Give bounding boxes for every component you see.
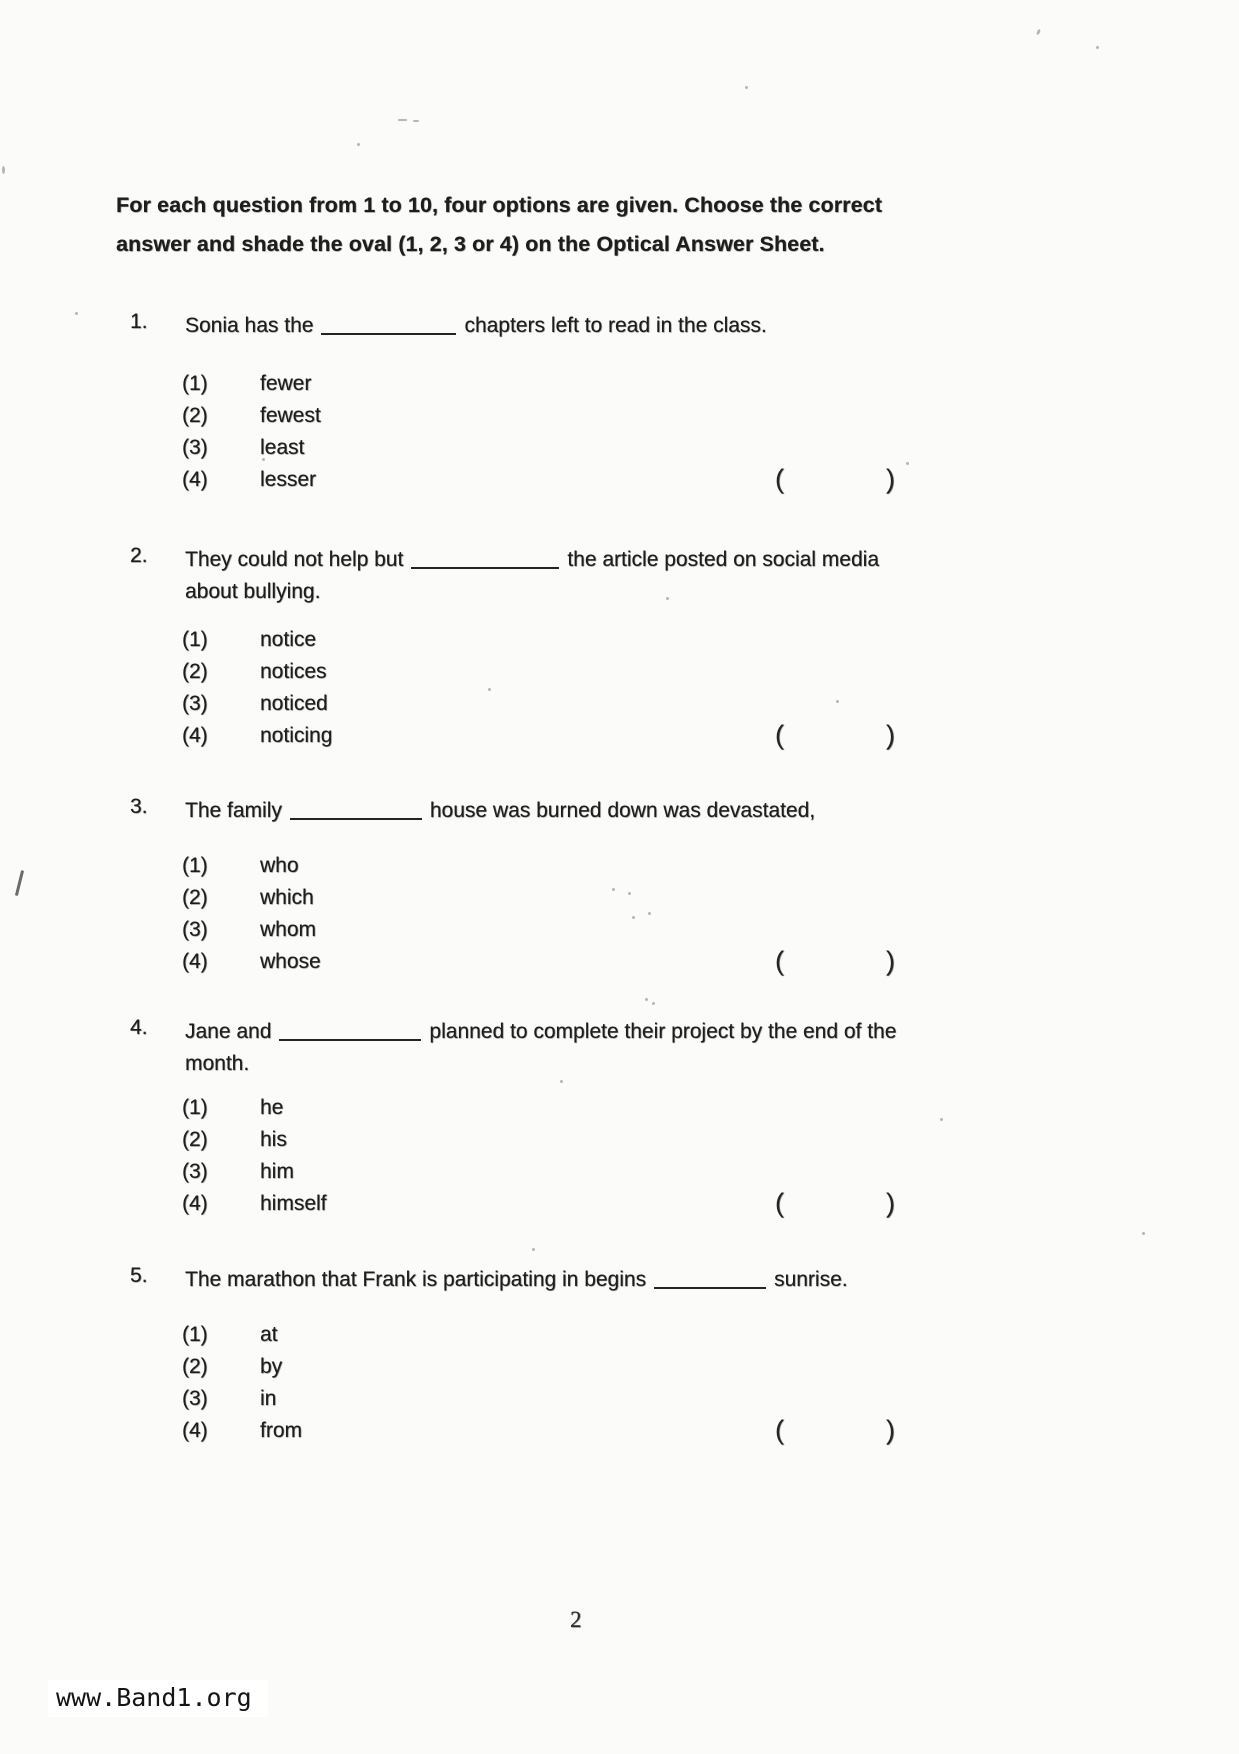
option-label: (1) bbox=[182, 1096, 208, 1119]
question-number: 1. bbox=[130, 310, 148, 333]
watermark: www.Band1.org bbox=[48, 1680, 268, 1717]
option-label: (4) bbox=[182, 468, 208, 491]
option-text: by bbox=[260, 1355, 283, 1378]
option-text: notices bbox=[260, 660, 327, 683]
option-label: (4) bbox=[182, 950, 208, 973]
option-text: himself bbox=[260, 1192, 327, 1215]
option-label: (3) bbox=[182, 1387, 208, 1410]
option-text: he bbox=[260, 1096, 284, 1119]
answer-bracket-open: ( bbox=[775, 464, 784, 494]
option-label: (3) bbox=[182, 918, 208, 941]
answer-bracket-close: ) bbox=[886, 1415, 895, 1445]
stem-line-2: about bullying. bbox=[185, 580, 321, 603]
question-stem bbox=[185, 1264, 848, 1296]
option-text: noticed bbox=[260, 692, 328, 715]
instructions bbox=[116, 186, 882, 264]
answer-bracket-open: ( bbox=[775, 1415, 784, 1445]
stem-text-before: Jane and bbox=[185, 1020, 272, 1043]
option-label: (2) bbox=[182, 1355, 208, 1378]
option-label: (3) bbox=[182, 436, 208, 459]
option-text: fewest bbox=[260, 404, 321, 427]
option-text: who bbox=[260, 854, 299, 877]
option-text: fewer bbox=[260, 372, 312, 395]
option-text: noticing bbox=[260, 724, 333, 747]
answer-bracket-close: ) bbox=[886, 464, 895, 494]
option-label: (2) bbox=[182, 404, 208, 427]
answer-blank bbox=[411, 552, 559, 569]
question-stem bbox=[185, 1016, 896, 1080]
stem-line-2: month. bbox=[185, 1052, 250, 1075]
option-text: his bbox=[260, 1128, 287, 1151]
question-stem bbox=[185, 544, 879, 608]
question-number: 3. bbox=[130, 795, 148, 818]
answer-bracket-open: ( bbox=[775, 946, 784, 976]
option-label: (1) bbox=[182, 372, 208, 395]
answer-blank bbox=[654, 1272, 766, 1289]
option-label: (2) bbox=[182, 886, 208, 909]
answer-bracket-open: ( bbox=[775, 720, 784, 750]
answer-bracket-close: ) bbox=[886, 720, 895, 750]
page-number: 2 bbox=[570, 1607, 582, 1632]
option-label: (1) bbox=[182, 1323, 208, 1346]
question-stem bbox=[185, 310, 767, 342]
option-label: (4) bbox=[182, 724, 208, 747]
answer-blank bbox=[321, 318, 456, 335]
stem-text-after: sunrise. bbox=[774, 1268, 848, 1291]
option-label: (3) bbox=[182, 692, 208, 715]
answer-blank bbox=[279, 1024, 421, 1041]
option-label: (4) bbox=[182, 1419, 208, 1442]
option-text: whose bbox=[260, 950, 321, 973]
option-label: (3) bbox=[182, 1160, 208, 1183]
stem-text-before: The marathon that Frank is participating in begins bbox=[185, 1268, 647, 1291]
stem-text-after: planned to complete their project by the end of the bbox=[429, 1020, 897, 1043]
answer-bracket-close: ) bbox=[886, 946, 895, 976]
question-number: 4. bbox=[130, 1016, 148, 1039]
stem-text-before: Sonia has the bbox=[185, 314, 314, 337]
question-number: 5. bbox=[130, 1264, 148, 1287]
answer-blank bbox=[290, 803, 422, 820]
stem-text-after: house was burned down was devastated, bbox=[429, 799, 816, 822]
option-label: (2) bbox=[182, 1128, 208, 1151]
option-label: (4) bbox=[182, 1192, 208, 1215]
instructions-line-2: answer and shade the oval (1, 2, 3 or 4) on the Optical Answer Sheet. bbox=[116, 232, 825, 256]
answer-bracket-close: ) bbox=[886, 1188, 895, 1218]
instructions-line-1: For each question from 1 to 10, four options are given. Choose the correct bbox=[116, 193, 882, 217]
option-text: at bbox=[260, 1323, 278, 1346]
option-text: lesser bbox=[260, 468, 317, 491]
option-text: him bbox=[260, 1160, 294, 1183]
stem-text-after: chapters left to read in the class. bbox=[464, 314, 767, 337]
question-number: 2. bbox=[130, 544, 148, 567]
stem-text-after: the article posted on social media bbox=[567, 548, 880, 571]
option-label: (1) bbox=[182, 854, 208, 877]
option-text: least bbox=[260, 436, 305, 459]
option-label: (2) bbox=[182, 660, 208, 683]
option-text: from bbox=[260, 1419, 302, 1442]
option-text: in bbox=[260, 1387, 277, 1410]
question-stem bbox=[185, 795, 815, 827]
stem-text-before: The family bbox=[185, 799, 282, 822]
option-text: notice bbox=[260, 628, 317, 651]
option-text: whom bbox=[260, 918, 317, 941]
answer-bracket-open: ( bbox=[775, 1188, 784, 1218]
option-label: (1) bbox=[182, 628, 208, 651]
option-text: which bbox=[260, 886, 314, 909]
stem-text-before: They could not help but bbox=[185, 548, 404, 571]
